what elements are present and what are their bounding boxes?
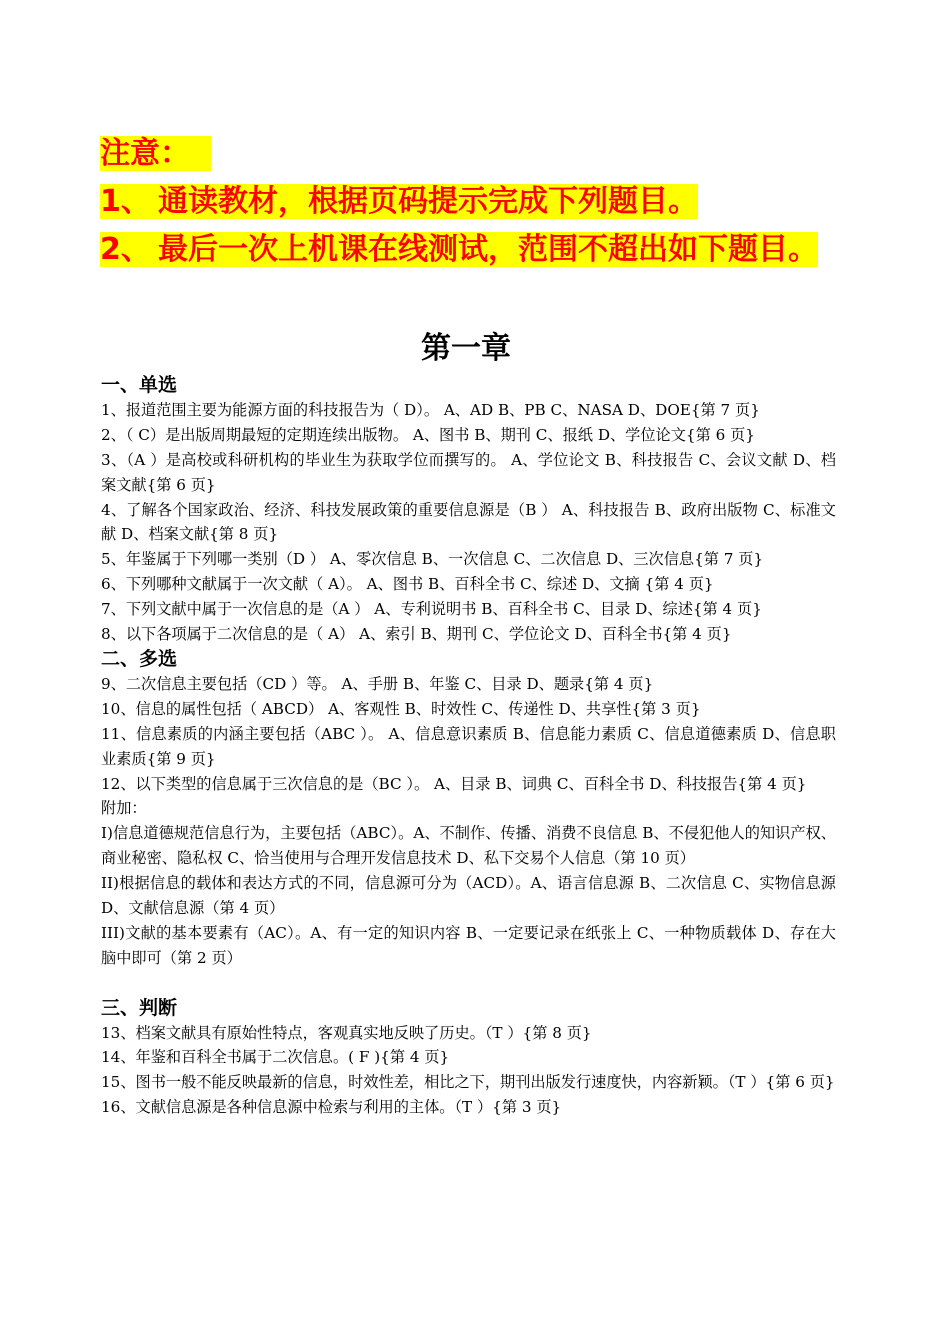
notice-block [100, 130, 840, 274]
notice-item-1 [100, 178, 840, 226]
extra-question-item: II)根据信息的载体和表达方式的不同，信息源可分为（ACD）。A、语言信息源 B、二次信息 C、实物信息源 D、文献信息源（第 4 页） [101, 874, 836, 918]
question-item: 3、（A ）是高校或科研机构的毕业生为获取学位而撰写的。 A、学位论文 B、科技报告 C、会议文献 D、档案文献{第 6 页} [101, 450, 836, 494]
question-item: 14、年鉴和百科全书属于二次信息。( F ){第 4 页} [101, 1048, 450, 1067]
notice-item-text: 最后一次上机课在线测试，范围不超出如下题目。 [158, 232, 818, 267]
question-item: 4、了解各个国家政治、经济、科技发展政策的重要信息源是（B ） A、科技报告 B、政府出版物 C、标准文献 D、档案文献{第 8 页} [101, 500, 836, 544]
question-item: 10、信息的属性包括（ ABCD） A、客观性 B、时效性 C、传递性 D、共享性{第 3 页} [101, 699, 701, 718]
question-item: 5、年鉴属于下列哪一类别（D ） A、零次信息 B、一次信息 C、二次信息 D、三次信息{第 7 页} [101, 550, 764, 569]
question-item: 7、下列文献中属于一次信息的是（A ） A、专利说明书 B、百科全书 C、目录 D、综述{第 4 页} [101, 600, 762, 619]
question-item: 16、文献信息源是各种信息源中检索与利用的主体。（T ）{第 3 页} [101, 1098, 562, 1117]
chapter-title: 第一章 [421, 331, 511, 366]
notice-item-number: 1、 [100, 184, 151, 219]
question-item: 2、（ C）是出版周期最短的定期连续出版物。 A、图书 B、期刊 C、报纸 D、学位论文{第 6 页} [101, 425, 755, 444]
notice-item-2 [100, 226, 840, 274]
question-item: 12、以下类型的信息属于三次信息的是（BC ）。 A、目录 B、词典 C、百科全书 D、科技报告{第 4 页} [101, 774, 807, 793]
question-body [101, 373, 836, 1120]
extra-question-item: III)文献的基本要素有（AC）。A、有一定的知识内容 B、一定要记录在纸张上 C、一种物质载体 D、存在大脑中即可（第 2 页） [101, 923, 836, 967]
section-heading-judge: 三、判断 [101, 996, 178, 1019]
question-item: 9、二次信息主要包括（CD ）等。 A、手册 B、年鉴 C、目录 D、题录{第 4 页} [101, 674, 654, 693]
question-item: 11、信息素质的内涵主要包括（ABC ）。 A、信息意识素质 B、信息能力素质 C、信息道德素质 D、信息职业素质{第 9 页} [101, 724, 836, 768]
extra-question-item: I)信息道德规范信息行为，主要包括（ABC）。A、不制作、传播、消费不良信息 B、不侵犯他人的知识产权、商业秘密、隐私权 C、恰当使用与合理开发信息技术 D、私下交易个人信息（第 10 页） [101, 824, 836, 868]
spacer [101, 971, 836, 996]
question-item: 8、以下各项属于二次信息的是（ A） A、索引 B、期刊 C、学位论文 D、百科全书{第 4 页} [101, 625, 732, 644]
question-item: 6、下列哪种文献属于一次文献（ A）。 A、图书 B、百科全书 C、综述 D、文摘 {第 4 页} [101, 575, 714, 594]
question-item: 1、报道范围主要为能源方面的科技报告为（ D）。 A、AD B、PB C、NASA D、DOE{第 7 页} [101, 400, 760, 419]
notice-item-text: 通读教材，根据页码提示完成下列题目。 [158, 184, 698, 219]
notice-item-number: 2、 [100, 232, 151, 267]
notice-title: 注意： [100, 130, 840, 178]
question-item: 13、档案文献具有原始性特点，客观真实地反映了历史。（T ）{第 8 页} [101, 1023, 592, 1042]
extra-label: 附加： [101, 799, 147, 818]
question-item: 15、图书一般不能反映最新的信息，时效性差，相比之下，期刊出版发行速度快，内容新颖。（T ）{第 6 页} [101, 1073, 835, 1092]
section-heading-multi: 二、多选 [101, 647, 178, 670]
section-heading-single: 一、单选 [101, 374, 178, 396]
